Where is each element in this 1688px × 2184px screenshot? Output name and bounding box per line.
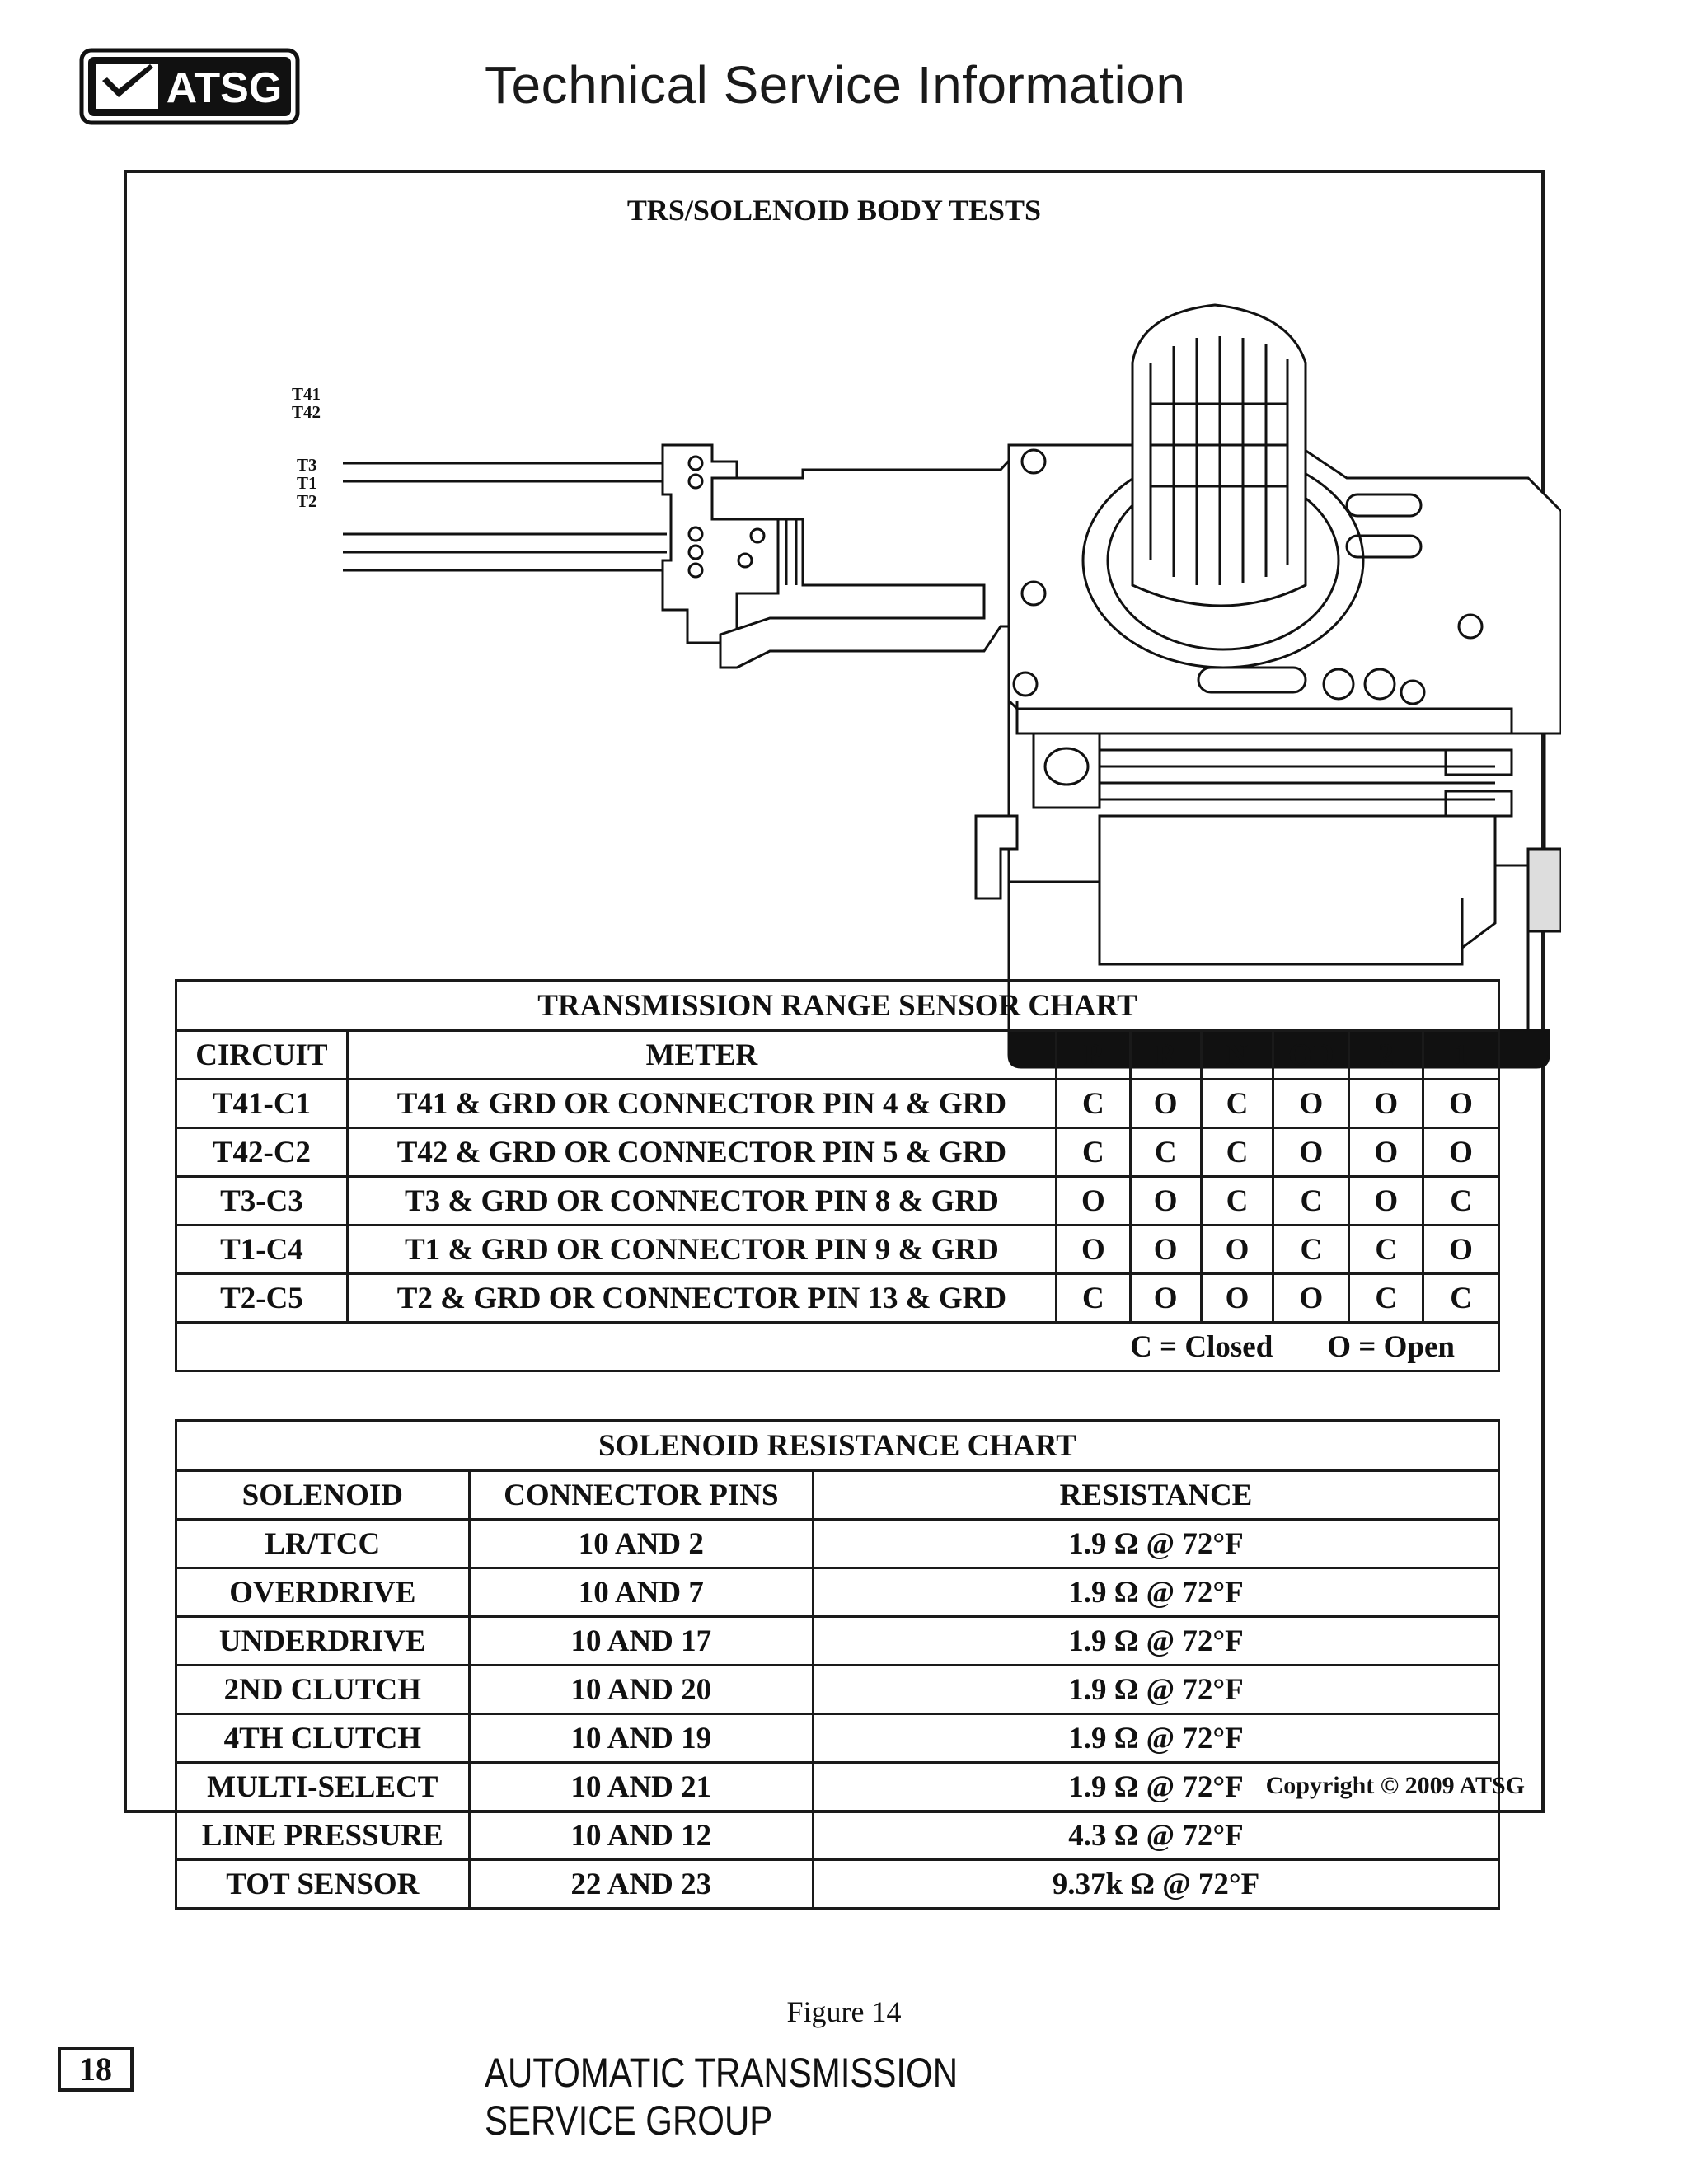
table-cell: O bbox=[1273, 1274, 1349, 1323]
column-header: OD bbox=[1273, 1031, 1349, 1080]
table-row bbox=[176, 1568, 1499, 1617]
table-row bbox=[176, 1226, 1499, 1274]
table-cell: O bbox=[1273, 1128, 1349, 1177]
table-cell: T3 & GRD OR CONNECTOR PIN 8 & GRD bbox=[347, 1177, 1056, 1226]
table-cell: T1 & GRD OR CONNECTOR PIN 9 & GRD bbox=[347, 1226, 1056, 1274]
table-cell: 10 AND 19 bbox=[469, 1714, 813, 1763]
table-cell: LINE PRESSURE bbox=[176, 1811, 470, 1860]
table-cell: T2-C5 bbox=[176, 1274, 348, 1323]
figure-caption: Figure 14 bbox=[786, 1995, 902, 2028]
table-cell: T41 & GRD OR CONNECTOR PIN 4 & GRD bbox=[347, 1080, 1056, 1128]
table-cell: 1.9 Ω @ 72°F bbox=[814, 1714, 1499, 1763]
legend-row bbox=[176, 1323, 1499, 1371]
table-cell: 1.9 Ω @ 72°F bbox=[814, 1617, 1499, 1666]
table-cell: T41-C1 bbox=[176, 1080, 348, 1128]
table-row bbox=[176, 1714, 1499, 1763]
chart-title: SOLENOID RESISTANCE CHART bbox=[176, 1421, 1499, 1471]
table-cell: 10 AND 12 bbox=[469, 1811, 813, 1860]
table-row bbox=[176, 1666, 1499, 1714]
table-cell: 4TH CLUTCH bbox=[176, 1714, 470, 1763]
table-row bbox=[176, 1811, 1499, 1860]
table-cell: O bbox=[1201, 1274, 1273, 1323]
page-header-title: Technical Service Information bbox=[485, 55, 1186, 115]
legend-open: O = Open bbox=[1327, 1329, 1455, 1364]
table-cell: TOT SENSOR bbox=[176, 1860, 470, 1909]
column-header: P bbox=[1056, 1031, 1130, 1080]
table-cell: C bbox=[1056, 1274, 1130, 1323]
page-footer: AUTOMATIC TRANSMISSION SERVICE GROUP bbox=[485, 2050, 959, 2144]
transmission-range-sensor-chart bbox=[175, 979, 1500, 1372]
table-cell: C bbox=[1349, 1226, 1423, 1274]
table-cell: 1.9 Ω @ 72°F bbox=[814, 1763, 1499, 1811]
table-cell: O bbox=[1201, 1226, 1273, 1274]
table-cell: C bbox=[1130, 1128, 1201, 1177]
table-row bbox=[176, 1128, 1499, 1177]
table-cell: C bbox=[1423, 1274, 1499, 1323]
table-cell: 9.37k Ω @ 72°F bbox=[814, 1860, 1499, 1909]
table-cell: 1.9 Ω @ 72°F bbox=[814, 1568, 1499, 1617]
chart-title-row bbox=[176, 1421, 1499, 1471]
table-cell: C bbox=[1201, 1177, 1273, 1226]
header-row bbox=[176, 1471, 1499, 1520]
table-cell: O bbox=[1056, 1226, 1130, 1274]
table-cell: 10 AND 20 bbox=[469, 1666, 813, 1714]
table-row bbox=[176, 1520, 1499, 1568]
table-cell: C bbox=[1201, 1080, 1273, 1128]
wire-label-t41: T41 bbox=[292, 384, 321, 404]
column-header: N bbox=[1201, 1031, 1273, 1080]
table-cell: O bbox=[1273, 1080, 1349, 1128]
table-cell: MULTI-SELECT bbox=[176, 1763, 470, 1811]
table-cell: O bbox=[1423, 1226, 1499, 1274]
column-header: RESISTANCE bbox=[814, 1471, 1499, 1520]
legend-closed: C = Closed bbox=[1130, 1329, 1273, 1364]
table-cell: C bbox=[1201, 1128, 1273, 1177]
table-cell: OVERDRIVE bbox=[176, 1568, 470, 1617]
table-cell: O bbox=[1130, 1226, 1201, 1274]
column-header: METER bbox=[347, 1031, 1056, 1080]
table-row bbox=[176, 1080, 1499, 1128]
table-cell: 10 AND 2 bbox=[469, 1520, 813, 1568]
table-cell: T3-C3 bbox=[176, 1177, 348, 1226]
table-cell: UNDERDRIVE bbox=[176, 1617, 470, 1666]
table-cell: T42-C2 bbox=[176, 1128, 348, 1177]
wire-label-t1: T1 bbox=[297, 473, 317, 493]
table-cell: O bbox=[1349, 1080, 1423, 1128]
column-header: CIRCUIT bbox=[176, 1031, 348, 1080]
table-cell: C bbox=[1056, 1080, 1130, 1128]
wire-label-t42: T42 bbox=[292, 402, 321, 422]
header-row bbox=[176, 1031, 1499, 1080]
chart-title: TRANSMISSION RANGE SENSOR CHART bbox=[176, 981, 1499, 1031]
table-cell: T42 & GRD OR CONNECTOR PIN 5 & GRD bbox=[347, 1128, 1056, 1177]
wire-label-t3: T3 bbox=[297, 455, 317, 475]
table-cell: O bbox=[1423, 1080, 1499, 1128]
table-cell: 4.3 Ω @ 72°F bbox=[814, 1811, 1499, 1860]
table-row bbox=[176, 1177, 1499, 1226]
solenoid-resistance-chart bbox=[175, 1419, 1500, 1910]
table-cell: T2 & GRD OR CONNECTOR PIN 13 & GRD bbox=[347, 1274, 1056, 1323]
table-cell: O bbox=[1130, 1274, 1201, 1323]
table-row bbox=[176, 1274, 1499, 1323]
figure-frame bbox=[124, 170, 1545, 1901]
diagram-title: TRS/SOLENOID BODY TESTS bbox=[626, 194, 1042, 227]
table-cell: C bbox=[1423, 1177, 1499, 1226]
table-cell: 10 AND 17 bbox=[469, 1617, 813, 1666]
wire-label-t2: T2 bbox=[297, 491, 317, 511]
table-cell: 10 AND 21 bbox=[469, 1763, 813, 1811]
table-cell: LR/TCC bbox=[176, 1520, 470, 1568]
column-header: SOLENOID bbox=[176, 1471, 470, 1520]
column-header: 2 bbox=[1349, 1031, 1423, 1080]
table-cell: O bbox=[1056, 1177, 1130, 1226]
column-header: R bbox=[1130, 1031, 1201, 1080]
table-cell: 2ND CLUTCH bbox=[176, 1666, 470, 1714]
table-cell: C bbox=[1273, 1226, 1349, 1274]
table-cell: C bbox=[1056, 1128, 1130, 1177]
table-cell: T1-C4 bbox=[176, 1226, 348, 1274]
table-cell: O bbox=[1423, 1128, 1499, 1177]
svg-text:ATSG: ATSG bbox=[166, 64, 283, 112]
atsg-logo bbox=[79, 48, 300, 125]
table-cell: 1.9 Ω @ 72°F bbox=[814, 1520, 1499, 1568]
table-cell: O bbox=[1130, 1080, 1201, 1128]
column-header: CONNECTOR PINS bbox=[469, 1471, 813, 1520]
column-header: 1 bbox=[1423, 1031, 1499, 1080]
chart-title-row bbox=[176, 981, 1499, 1031]
table-row bbox=[176, 1617, 1499, 1666]
table-cell: O bbox=[1349, 1128, 1423, 1177]
table-cell: C bbox=[1349, 1274, 1423, 1323]
table-cell: 10 AND 7 bbox=[469, 1568, 813, 1617]
copyright-notice: Copyright © 2009 ATSG bbox=[1265, 1772, 1525, 1799]
table-row bbox=[176, 1860, 1499, 1909]
table-cell: 1.9 Ω @ 72°F bbox=[814, 1666, 1499, 1714]
table-cell: O bbox=[1349, 1177, 1423, 1226]
table-cell: C bbox=[1273, 1177, 1349, 1226]
table-cell: 22 AND 23 bbox=[469, 1860, 813, 1909]
chart-legend bbox=[176, 1323, 1499, 1371]
table-cell: O bbox=[1130, 1177, 1201, 1226]
page-number: 18 bbox=[58, 2047, 134, 2092]
